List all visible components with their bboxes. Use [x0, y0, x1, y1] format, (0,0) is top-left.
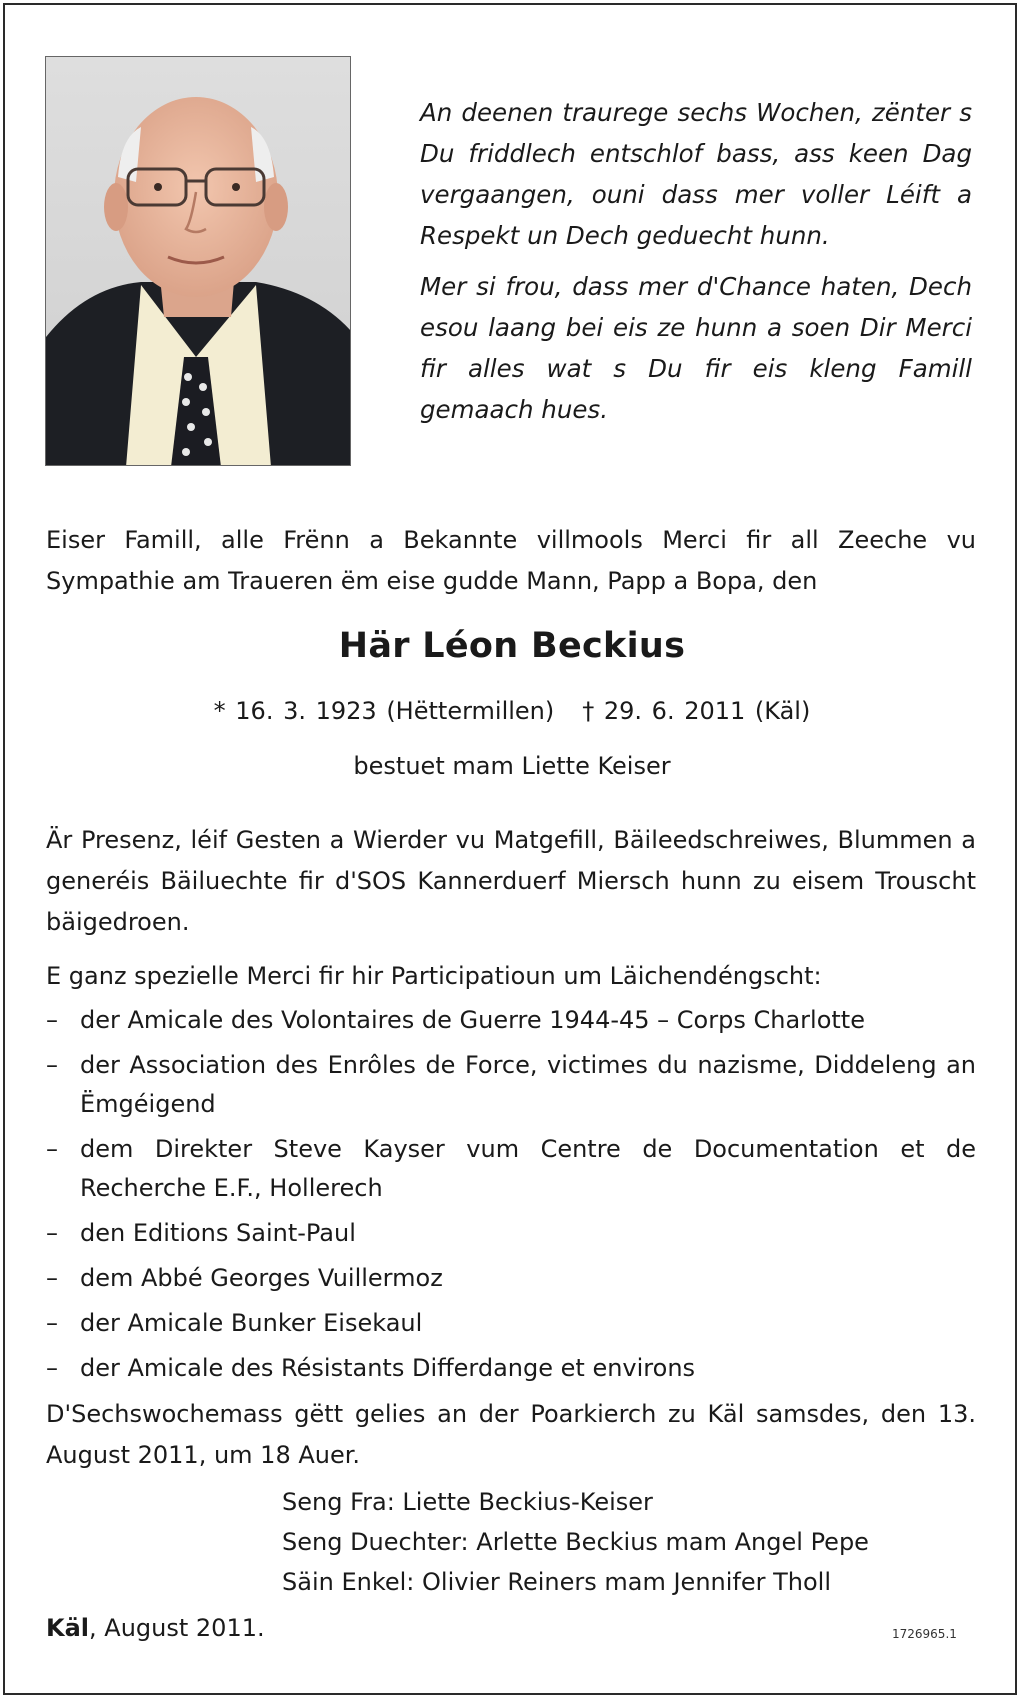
list-item: – dem Abbé Georges Vuillermoz — [46, 1259, 976, 1298]
poem — [420, 92, 972, 430]
list-item: – der Amicale des Volontaires de Guerre 1944-45 – Corps Charlotte — [46, 1001, 976, 1040]
birth-date: * 16. 3. 1923 (Hëttermillen) — [213, 697, 555, 725]
list-item: – der Association des Enrôles de Force, victimes du nazisme, Diddeleng an Ëmgéigend — [46, 1046, 976, 1124]
life-dates — [0, 697, 1024, 725]
reference-number: 1726965.1 — [892, 1627, 957, 1641]
dash-bullet: – — [46, 1051, 58, 1079]
dash-bullet: – — [46, 1219, 58, 1247]
list-item: – dem Direkter Steve Kayser vum Centre de Documentation et de Recherche E.F., Hollerech — [46, 1130, 976, 1208]
family-signatures — [282, 1482, 869, 1602]
place-date — [46, 1614, 265, 1642]
list-item: – der Amicale des Résistants Differdange et environs — [46, 1349, 976, 1388]
mass-announcement: D'Sechswochemass gëtt gelies an der Poarkierch zu Käl samsdes, den 13. August 2011, um 18 Auer. — [46, 1400, 976, 1469]
death-date: † 29. 6. 2011 (Käl) — [582, 697, 811, 725]
presence-paragraph: Är Presenz, léif Gesten a Wierder vu Matgefill, Bäileedschreiwes, Blummen a generéis Bäiluechte fir d'SOS Kannerduerf Miersch hunn zu eisem Trouscht bäigedroen. — [46, 826, 976, 936]
spouse-line: bestuet mam Liette Keiser — [353, 752, 671, 780]
thanks-heading: E ganz spezielle Merci fir hir Participatioun um Läichendéngscht: — [46, 962, 822, 990]
dash-bullet: – — [46, 1309, 58, 1337]
dash-bullet: – — [46, 1354, 58, 1382]
signature-line: Seng Duechter: Arlette Beckius mam Angel Pepe — [282, 1528, 869, 1556]
notice-date: , August 2011. — [89, 1614, 265, 1642]
poem-stanza-1: An deenen traurege sechs Wochen, zënter s Du friddlech entschlof bass, ass keen Dag vergaangen, ouni dass mer voller Léift a Respekt un Dech geduecht hunn. — [420, 98, 972, 250]
main-text — [46, 820, 976, 1476]
thanks-list — [46, 1001, 976, 1388]
signature-line: Säin Enkel: Olivier Reiners mam Jennifer Tholl — [282, 1568, 832, 1596]
list-item: – der Amicale Bunker Eisekaul — [46, 1304, 976, 1343]
list-item: – den Editions Saint-Paul — [46, 1214, 976, 1253]
signature-line: Seng Fra: Liette Beckius-Keiser — [282, 1488, 653, 1516]
intro-text: Eiser Famill, alle Frënn a Bekannte villmools Merci fir all Zeeche vu Sympathie am Traueren ëm eise gudde Mann, Papp a Bopa, den — [46, 526, 976, 595]
poem-stanza-2: Mer si frou, dass mer d'Chance haten, Dech esou laang bei eis ze hunn a soen Dir Merci fir alles wat s Du fir eis kleng Famill gemaach hues. — [420, 272, 972, 424]
dash-bullet: – — [46, 1135, 58, 1163]
deceased-name: Här Léon Beckius — [338, 626, 686, 666]
place-name: Käl — [46, 1614, 90, 1642]
dash-bullet: – — [46, 1006, 58, 1034]
portrait-photo — [45, 56, 351, 466]
dash-bullet: – — [46, 1264, 58, 1292]
